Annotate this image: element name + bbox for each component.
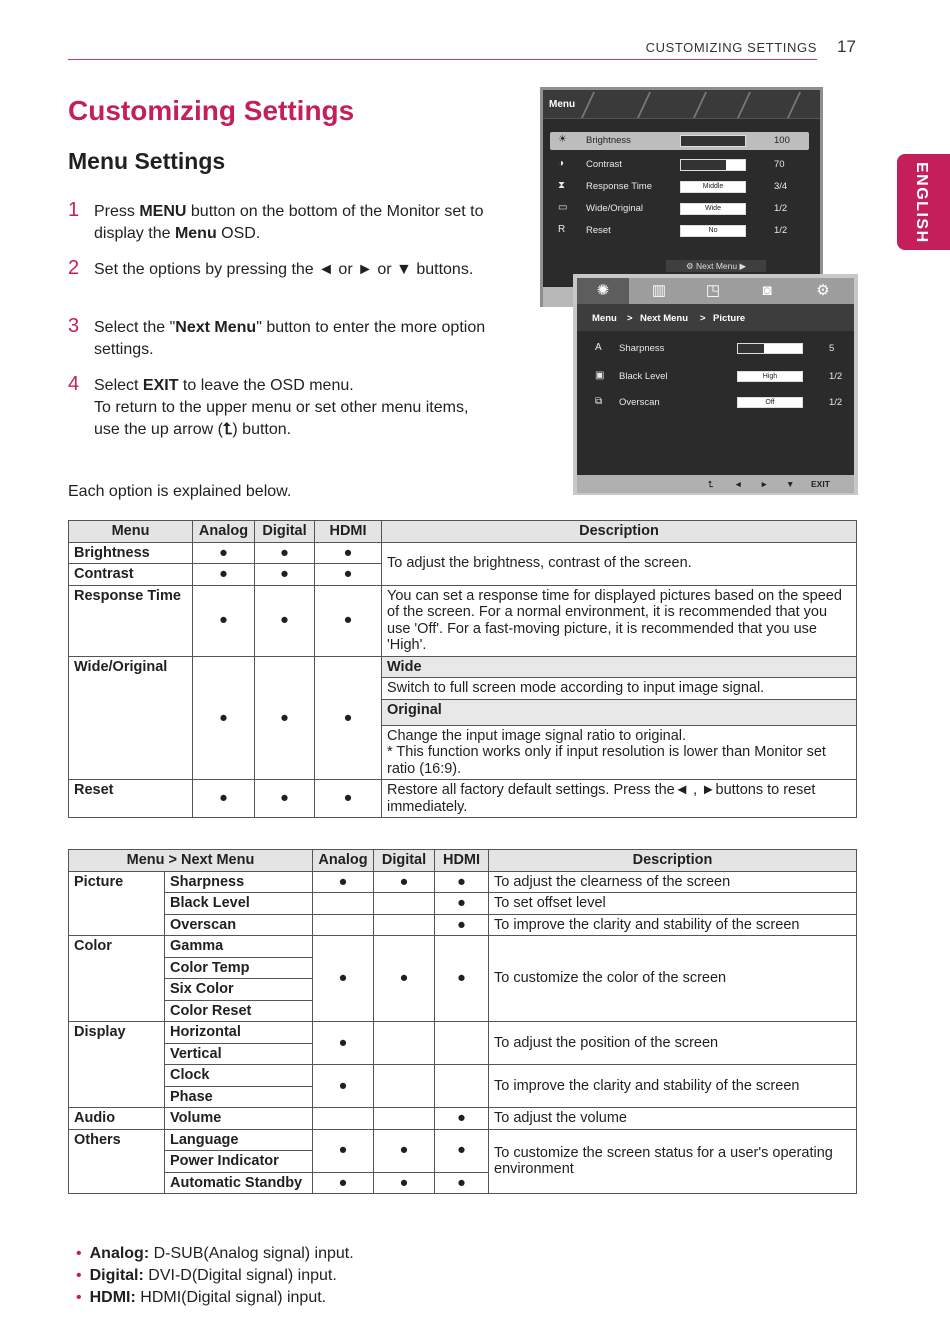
table-row: Picture Sharpness ● ● ● To adjust the clearness of the screen — [69, 871, 857, 893]
table-row: Brightness ● ● ● To adjust the brightness, contrast of the screen. — [69, 542, 857, 564]
color-tab-icon: ▥ — [651, 282, 667, 299]
section-title: Menu Settings — [68, 148, 226, 174]
intro-text: Each option is explained below. — [68, 483, 292, 500]
sharpness-icon: A — [595, 342, 602, 353]
step-number: 2 — [68, 257, 80, 279]
step-1 — [68, 201, 488, 245]
osd-row-brightness: ☀ Brightness 100 — [550, 132, 809, 150]
table-row: Overscan ● To improve the clarity and stability of the screen — [69, 914, 857, 936]
step-text: Select EXIT to leave the OSD menu. To return to the upper menu or set other menu items, use the up arrow (⮤) button. — [94, 377, 469, 438]
table-row: Clock ● To improve the clarity and stability of the screen — [69, 1065, 857, 1087]
osd-value-box: Middle — [680, 181, 746, 193]
table-row: Vertical — [69, 1043, 857, 1065]
footnote-digital: • Digital: DVI-D(Digital signal) input. — [76, 1267, 337, 1284]
step-number: 4 — [68, 373, 80, 395]
up-arrow-icon: ⮤ — [708, 479, 714, 489]
overscan-icon: ⧉ — [595, 396, 603, 407]
right-arrow-icon: ► — [760, 479, 769, 489]
osd-value-box: High — [737, 371, 803, 382]
table-row: Color Temp — [69, 957, 857, 979]
footnote-analog: • Analog: D-SUB(Analog signal) input. — [76, 1245, 354, 1262]
step-number: 3 — [68, 315, 80, 337]
gear-icon: ⚙ — [686, 261, 696, 271]
step-3 — [68, 317, 488, 361]
osd-value-box: Off — [737, 397, 803, 408]
osd-row-reset: R Reset No 1/2 — [558, 224, 788, 236]
table-row: Audio Volume ● To adjust the volume — [69, 1108, 857, 1130]
osd-row-response-time: ⧗ Response Time Middle 3/4 — [558, 180, 788, 192]
table-row: Contrast ● ● ● — [69, 564, 857, 586]
osd-slider — [680, 135, 746, 147]
table-row: Six Color — [69, 979, 857, 1001]
table-row: Automatic Standby ● ● ● — [69, 1172, 857, 1194]
step-text: Press MENU button on the bottom of the Monitor set to display the Menu OSD. — [94, 203, 484, 242]
osd-breadcrumb: Menu > Next Menu > Picture — [577, 304, 854, 331]
language-tab — [897, 154, 950, 250]
table-row: Color Reset — [69, 1000, 857, 1022]
osd-row-black-level: ▣ Black Level High 1/2 — [595, 370, 843, 382]
reset-icon: R — [558, 224, 566, 235]
display-tab-icon: ◳ — [705, 282, 721, 299]
step-number: 1 — [68, 199, 80, 221]
osd-row-contrast: ◑ Contrast 70 — [558, 158, 785, 170]
osd-row-overscan: ⧉ Overscan Off 1/2 — [595, 396, 843, 408]
table-header-row: Menu > Next Menu Analog Digital HDMI Description — [69, 850, 857, 872]
osd-row-wide-original: ▭ Wide/Original Wide 1/2 — [558, 202, 788, 214]
language-tab-label: ENGLISH — [913, 162, 930, 244]
left-arrow-icon: ◄ — [734, 479, 743, 489]
step-text: Set the options by pressing the ◄ or ► or ▼ buttons. — [94, 261, 474, 278]
osd-value-box: Wide — [680, 203, 746, 215]
osd-next-menu-button: ⚙ Next Menu ▶ — [666, 260, 766, 272]
page-title: Customizing Settings — [68, 95, 355, 126]
bullet-icon: • — [76, 1267, 82, 1284]
osd-slider — [680, 159, 746, 171]
table-row: Original — [69, 699, 857, 725]
table-row: Response Time ● ● ● You can set a response time for displayed pictures based on the speed of the screen. For a normal environment, it is recommended that you use 'Off'. For a fast-moving picture, it is recommended that you use 'High'. — [69, 585, 857, 656]
running-header: CUSTOMIZING SETTINGS — [645, 40, 817, 55]
osd-tab-bar — [577, 278, 854, 304]
down-arrow-icon: ▼ — [786, 479, 795, 489]
arrow-right-icon: ▶ — [737, 261, 746, 271]
aspect-icon: ▭ — [558, 202, 568, 213]
table-row: Black Level ● To set offset level — [69, 893, 857, 915]
osd-title: Menu — [549, 99, 576, 110]
footnote-hdmi: • HDMI: HDMI(Digital signal) input. — [76, 1289, 327, 1306]
table-row: Change the input image signal ratio to original. * This function works only if input resolution is lower than Monitor set ratio (16:9). — [69, 725, 857, 780]
osd-footer — [577, 475, 854, 493]
table-header-row: Menu Analog Digital HDMI Description — [69, 521, 857, 543]
step-4 — [68, 375, 498, 441]
table-row: Color Gamma ● ● ● To customize the color of the screen — [69, 936, 857, 958]
table-row: Display Horizontal ● To adjust the position of the screen — [69, 1022, 857, 1044]
osd-row-sharpness: A Sharpness 5 — [595, 342, 835, 354]
table-row: Switch to full screen mode according to input image signal. — [69, 678, 857, 700]
step-text: Select the "Next Menu" button to enter the more option settings. — [94, 319, 486, 358]
osd-title-bar — [543, 90, 820, 119]
bullet-icon: • — [76, 1245, 82, 1262]
next-menu-table — [68, 849, 857, 1194]
audio-tab-icon: ◙ — [762, 282, 772, 299]
table-row: Reset ● ● ● Restore all factory default settings. Press the◄ , ►buttons to reset immediately. — [69, 780, 857, 818]
sun-icon: ☀ — [558, 134, 567, 145]
header-divider — [68, 59, 817, 60]
osd-value-box: No — [680, 225, 746, 237]
step-2 — [68, 259, 488, 281]
picture-tab-icon: ✺ — [577, 278, 629, 304]
osd-next-menu-screenshot — [573, 274, 858, 495]
table-row: Power Indicator — [69, 1151, 857, 1173]
table-row: Wide/Original ● ● ● Wide — [69, 656, 857, 678]
others-tab-icon: ⚙ — [816, 282, 830, 299]
contrast-icon: ◑ — [558, 158, 565, 169]
table-row: Phase — [69, 1086, 857, 1108]
bullet-icon: • — [76, 1289, 82, 1306]
menu-settings-table — [68, 520, 857, 818]
page-number: 17 — [837, 37, 856, 56]
exit-label: EXIT — [811, 479, 830, 489]
osd-slider — [737, 343, 803, 354]
table-row: Others Language ● ● ● To customize the screen status for a user's operating environment — [69, 1129, 857, 1151]
black-level-icon: ▣ — [595, 370, 605, 381]
hourglass-icon: ⧗ — [558, 180, 566, 191]
